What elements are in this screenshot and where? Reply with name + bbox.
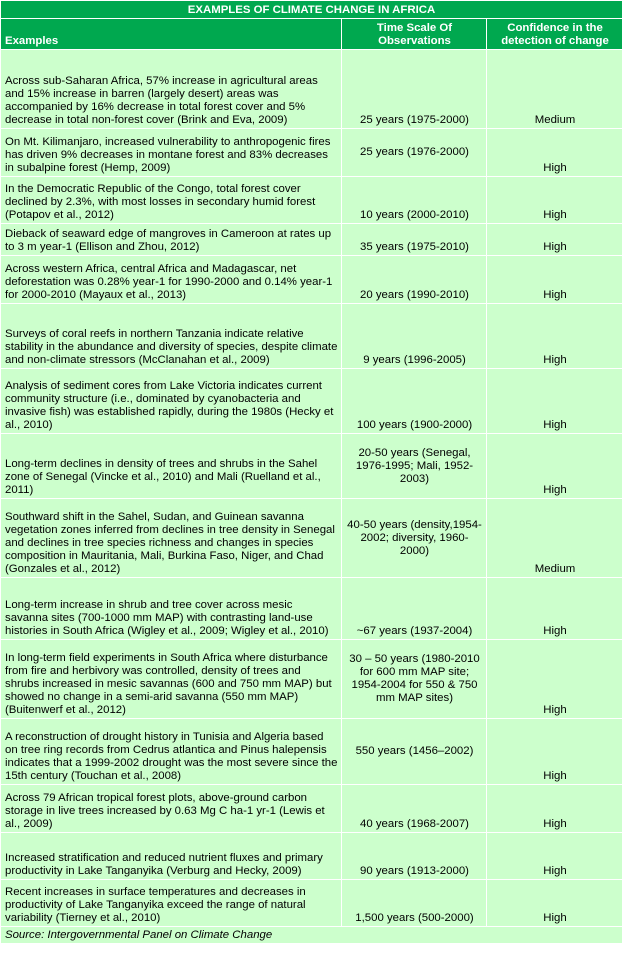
- example-cell: Long-term increase in shrub and tree cover across mesic savanna sites (700-1000 mm MAP) with contrasting land-use histories in South Africa (Wigley et al., 2009; Wigley et al., 2010): [1, 578, 342, 640]
- time-scale-cell: 550 years (1456–2002): [342, 719, 487, 785]
- example-cell: Increased stratification and reduced nutrient fluxes and primary productivity in Lake Tanganyika (Verburg and Hecky, 2009): [1, 833, 342, 880]
- confidence-cell: High: [487, 369, 622, 434]
- table-row: [1, 129, 622, 177]
- table-row: [1, 719, 622, 785]
- time-scale-cell: 35 years (1975-2010): [342, 224, 487, 256]
- time-scale-cell: 100 years (1900-2000): [342, 369, 487, 434]
- example-cell: Surveys of coral reefs in northern Tanzania indicate relative stability in the abundance and diversity of species, despite climate and non-climate stressors (McClanahan et al., 2009): [1, 304, 342, 369]
- confidence-cell: High: [487, 304, 622, 369]
- table-row: [1, 785, 622, 833]
- time-scale-cell: 10 years (2000-2010): [342, 177, 487, 224]
- table-title-row: [1, 1, 622, 19]
- table-row: [1, 369, 622, 434]
- table-row: [1, 880, 622, 927]
- confidence-cell: High: [487, 256, 622, 304]
- example-cell: In long-term field experiments in South Africa where disturbance from fire and herbivory was controlled, density of trees and shrubs increased in mesic savannas (600 and 750 mm MAP) but showed no change in a semi-arid savanna (550 mm MAP) (Buitenwerf et al., 2012): [1, 640, 342, 719]
- example-cell: Long-term declines in density of trees and shrubs in the Sahel zone of Senegal (Vincke et al., 2010) and Mali (Ruelland et al., 2011): [1, 434, 342, 499]
- confidence-cell: High: [487, 177, 622, 224]
- example-cell: A reconstruction of drought history in Tunisia and Algeria based on tree ring records from Cedrus atlantica and Pinus halepensis indicates that a 1999-2002 drought was the most severe since the 15th century (Touchan et al., 2008): [1, 719, 342, 785]
- table-row: [1, 499, 622, 578]
- time-scale-cell: ~67 years (1937-2004): [342, 578, 487, 640]
- example-cell: Southward shift in the Sahel, Sudan, and Guinean savanna vegetation zones inferred from declines in tree density in Senegal and declines in tree species richness and changes in species composition in Mauritania, Mali, Burkina Faso, Niger, and Chad (Gonzales et al., 2012): [1, 499, 342, 578]
- table-row: [1, 833, 622, 880]
- time-scale-cell: 25 years (1975-2000): [342, 50, 487, 129]
- time-scale-cell: 90 years (1913-2000): [342, 833, 487, 880]
- header-time-scale: Time Scale Of Observations: [342, 19, 487, 50]
- table-row: [1, 578, 622, 640]
- table-row: [1, 177, 622, 224]
- time-scale-cell: 30 – 50 years (1980-2010 for 600 mm MAP site; 1954-2004 for 550 & 750 mm MAP sites): [342, 640, 487, 719]
- table-row: [1, 50, 622, 129]
- source-row: [1, 927, 622, 944]
- table-row: [1, 256, 622, 304]
- time-scale-cell: 40-50 years (density,1954-2002; diversity, 1960-2000): [342, 499, 487, 578]
- confidence-cell: High: [487, 578, 622, 640]
- time-scale-cell: 9 years (1996-2005): [342, 304, 487, 369]
- header-row: [1, 19, 622, 50]
- table-row: [1, 304, 622, 369]
- header-confidence: Confidence in the detection of change: [487, 19, 622, 50]
- confidence-cell: High: [487, 719, 622, 785]
- time-scale-cell: 40 years (1968-2007): [342, 785, 487, 833]
- example-cell: On Mt. Kilimanjaro, increased vulnerability to anthropogenic fires has driven 9% decreases in montane forest and 83% decreases in subalpine forest (Hemp, 2009): [1, 129, 342, 177]
- table-row: [1, 224, 622, 256]
- header-examples: Examples: [1, 19, 342, 50]
- time-scale-cell: 20-50 years (Senegal, 1976-1995; Mali, 1952-2003): [342, 434, 487, 499]
- confidence-cell: High: [487, 129, 622, 177]
- table-title: EXAMPLES OF CLIMATE CHANGE IN AFRICA: [1, 1, 622, 19]
- table-row: [1, 434, 622, 499]
- time-scale-cell: 20 years (1990-2010): [342, 256, 487, 304]
- confidence-cell: High: [487, 833, 622, 880]
- time-scale-cell: 25 years (1976-2000): [342, 129, 487, 177]
- example-cell: Across western Africa, central Africa and Madagascar, net deforestation was 0.28% year-1 for 1990-2000 and 0.14% year-1 for 2000-2010 (Mayaux et al., 2013): [1, 256, 342, 304]
- example-cell: Across sub-Saharan Africa, 57% increase in agricultural areas and 15% increase in barren (largely desert) areas was accompanied by 16% decrease in total forest cover and 5% decrease in total non-forest cover (Brink and Eva, 2009): [1, 50, 342, 129]
- confidence-cell: High: [487, 785, 622, 833]
- confidence-cell: Medium: [487, 499, 622, 578]
- confidence-cell: High: [487, 434, 622, 499]
- confidence-cell: High: [487, 880, 622, 927]
- example-cell: In the Democratic Republic of the Congo, total forest cover declined by 2.3%, with most losses in secondary humid forest (Potapov et al., 2012): [1, 177, 342, 224]
- time-scale-cell: 1,500 years (500-2000): [342, 880, 487, 927]
- source-note: Source: Intergovernmental Panel on Climate Change: [1, 927, 622, 944]
- table-row: [1, 640, 622, 719]
- example-cell: Dieback of seaward edge of mangroves in Cameroon at rates up to 3 m year-1 (Ellison and Zhou, 2012): [1, 224, 342, 256]
- example-cell: Across 79 African tropical forest plots, above-ground carbon storage in live trees increased by 0.63 Mg C ha-1 yr-1 (Lewis et al., 2009): [1, 785, 342, 833]
- example-cell: Analysis of sediment cores from Lake Victoria indicates current community structure (i.e., dominated by cyanobacteria and invasive fish) was established rapidly, during the 1980s (Hecky et al., 2010): [1, 369, 342, 434]
- confidence-cell: High: [487, 224, 622, 256]
- confidence-cell: High: [487, 640, 622, 719]
- confidence-cell: Medium: [487, 50, 622, 129]
- example-cell: Recent increases in surface temperatures and decreases in productivity of Lake Tanganyika exceed the range of natural variability (Tierney et al., 2010): [1, 880, 342, 927]
